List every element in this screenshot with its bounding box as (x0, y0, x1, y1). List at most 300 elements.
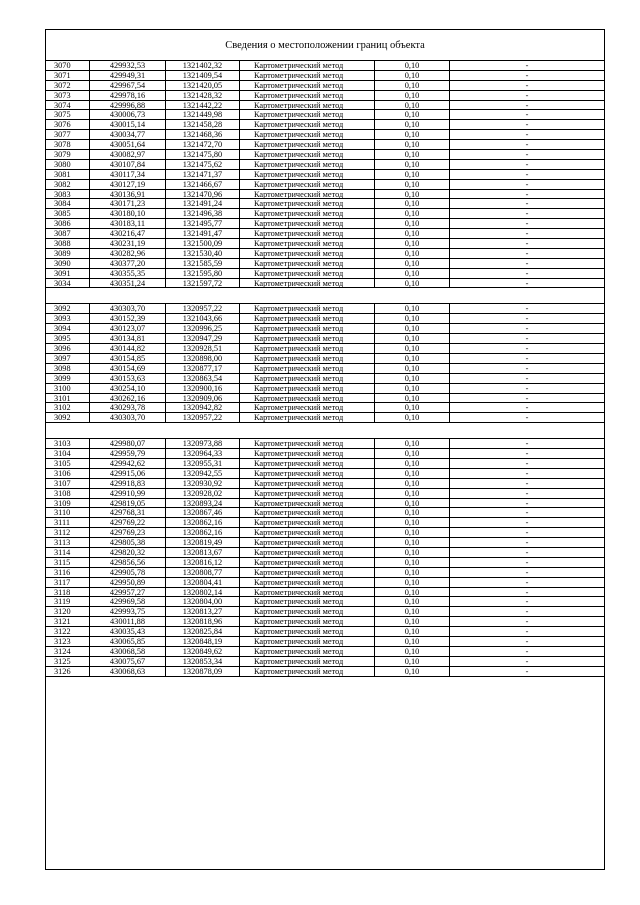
table-body (46, 61, 604, 677)
point-number-cell: 3110 (46, 508, 90, 517)
description-cell: - (525, 324, 529, 334)
description-cell: - (525, 617, 529, 627)
accuracy-cell: 0,10 (375, 588, 450, 597)
y-coordinate-cell: 1320862,16 (166, 528, 240, 537)
table-row (46, 269, 604, 279)
table-row (46, 499, 604, 509)
method-cell: Картометрический метод (240, 354, 375, 363)
x-coordinate-cell: 429980,07 (90, 439, 166, 448)
description-cell: - (525, 169, 529, 179)
point-number-cell: 3107 (46, 479, 90, 488)
description-cell: - (525, 80, 529, 90)
method-cell: Картометрический метод (240, 130, 375, 139)
accuracy-cell: 0,10 (375, 279, 450, 288)
y-coordinate-cell: 1320942,55 (166, 469, 240, 478)
point-number-cell: 3100 (46, 384, 90, 393)
description-cell: - (525, 110, 529, 120)
x-coordinate-cell: 430231,19 (90, 239, 166, 248)
table-row (46, 597, 604, 607)
description-cell: - (525, 120, 529, 130)
description-cell: - (525, 577, 529, 587)
x-coordinate-cell: 429769,23 (90, 528, 166, 537)
point-number-cell: 3118 (46, 588, 90, 597)
point-number-cell: 3111 (46, 518, 90, 527)
table-row (46, 334, 604, 344)
point-number-cell: 3083 (46, 190, 90, 199)
method-cell: Картометрический метод (240, 160, 375, 169)
y-coordinate-cell: 1320825,84 (166, 627, 240, 636)
point-number-cell: 3081 (46, 170, 90, 179)
y-coordinate-cell: 1320819,49 (166, 538, 240, 547)
x-coordinate-cell: 430154,69 (90, 364, 166, 373)
method-cell: Картометрический метод (240, 508, 375, 517)
x-coordinate-cell: 430180,10 (90, 209, 166, 218)
x-coordinate-cell: 430262,16 (90, 394, 166, 403)
table-row (46, 71, 604, 81)
table-row (46, 239, 604, 249)
accuracy-cell: 0,10 (375, 71, 450, 80)
point-number-cell: 3078 (46, 140, 90, 149)
accuracy-cell: 0,10 (375, 578, 450, 587)
table-row (46, 627, 604, 637)
accuracy-cell: 0,10 (375, 449, 450, 458)
description-cell: - (525, 403, 529, 413)
accuracy-cell: 0,10 (375, 439, 450, 448)
x-coordinate-cell: 430015,14 (90, 120, 166, 129)
description-cell: - (525, 449, 529, 458)
accuracy-cell: 0,10 (375, 110, 450, 119)
x-coordinate-cell: 429768,31 (90, 508, 166, 517)
point-number-cell: 3120 (46, 607, 90, 616)
description-cell: - (525, 130, 529, 140)
x-coordinate-cell: 430282,96 (90, 249, 166, 258)
accuracy-cell: 0,10 (375, 229, 450, 238)
description-cell: - (525, 258, 529, 268)
table-row (46, 120, 604, 130)
description-cell: - (525, 219, 529, 229)
description-cell: - (525, 518, 529, 528)
table-row (46, 249, 604, 259)
accuracy-cell: 0,10 (375, 657, 450, 666)
y-coordinate-cell: 1321491,24 (166, 199, 240, 208)
accuracy-cell: 0,10 (375, 617, 450, 626)
description-cell: - (525, 363, 529, 373)
method-cell: Картометрический метод (240, 538, 375, 547)
description-cell: - (525, 70, 529, 80)
table-row (46, 130, 604, 140)
x-coordinate-cell: 430303,70 (90, 304, 166, 313)
y-coordinate-cell: 1321043,66 (166, 314, 240, 323)
point-number-cell: 3092 (46, 413, 90, 422)
point-number-cell: 3075 (46, 110, 90, 119)
x-coordinate-cell: 430171,23 (90, 199, 166, 208)
table-row (46, 479, 604, 489)
table-row (46, 354, 604, 364)
table-row (46, 489, 604, 499)
accuracy-cell: 0,10 (375, 413, 450, 422)
accuracy-cell: 0,10 (375, 219, 450, 228)
table-row (46, 199, 604, 209)
accuracy-cell: 0,10 (375, 324, 450, 333)
description-cell: - (525, 209, 529, 219)
description-cell: - (525, 140, 529, 150)
point-number-cell: 3090 (46, 259, 90, 268)
accuracy-cell: 0,10 (375, 394, 450, 403)
table-row (46, 518, 604, 528)
y-coordinate-cell: 1321475,80 (166, 150, 240, 159)
point-number-cell: 3103 (46, 439, 90, 448)
x-coordinate-cell: 429820,32 (90, 548, 166, 557)
point-number-cell: 3105 (46, 459, 90, 468)
point-number-cell: 3085 (46, 209, 90, 218)
x-coordinate-cell: 430117,34 (90, 170, 166, 179)
point-number-cell: 3116 (46, 568, 90, 577)
table-row (46, 578, 604, 588)
table-title: Сведения о местоположении границ объекта (46, 30, 604, 61)
description-cell: - (525, 61, 529, 70)
description-cell: - (525, 304, 529, 314)
section-separator (46, 288, 604, 304)
table-row (46, 588, 604, 598)
y-coordinate-cell: 1321475,62 (166, 160, 240, 169)
accuracy-cell: 0,10 (375, 637, 450, 646)
y-coordinate-cell: 1320942,82 (166, 403, 240, 412)
description-cell: - (525, 248, 529, 258)
description-cell: - (525, 439, 529, 449)
description-cell: - (525, 468, 529, 478)
accuracy-cell: 0,10 (375, 140, 450, 149)
accuracy-cell: 0,10 (375, 259, 450, 268)
x-coordinate-cell: 430068,58 (90, 647, 166, 656)
accuracy-cell: 0,10 (375, 459, 450, 468)
y-coordinate-cell: 1320964,33 (166, 449, 240, 458)
x-coordinate-cell: 430377,20 (90, 259, 166, 268)
description-cell: - (525, 488, 529, 498)
point-number-cell: 3099 (46, 374, 90, 383)
table-row (46, 314, 604, 324)
x-coordinate-cell: 429819,05 (90, 499, 166, 508)
accuracy-cell: 0,10 (375, 403, 450, 412)
accuracy-cell: 0,10 (375, 160, 450, 169)
x-coordinate-cell: 430123,07 (90, 324, 166, 333)
y-coordinate-cell: 1321471,37 (166, 170, 240, 179)
table-row (46, 449, 604, 459)
description-cell: - (525, 528, 529, 538)
y-coordinate-cell: 1321595,80 (166, 269, 240, 278)
table-row (46, 548, 604, 558)
accuracy-cell: 0,10 (375, 249, 450, 258)
y-coordinate-cell: 1320867,46 (166, 508, 240, 517)
accuracy-cell: 0,10 (375, 150, 450, 159)
table-row (46, 110, 604, 120)
y-coordinate-cell: 1320878,09 (166, 667, 240, 676)
point-number-cell: 3087 (46, 229, 90, 238)
method-cell: Картометрический метод (240, 597, 375, 606)
x-coordinate-cell: 429932,53 (90, 61, 166, 70)
description-cell: - (525, 498, 529, 508)
accuracy-cell: 0,10 (375, 479, 450, 488)
method-cell: Картометрический метод (240, 588, 375, 597)
table-row (46, 259, 604, 269)
point-number-cell: 3117 (46, 578, 90, 587)
method-cell: Картометрический метод (240, 140, 375, 149)
method-cell: Картометрический метод (240, 647, 375, 656)
x-coordinate-cell: 429959,79 (90, 449, 166, 458)
x-coordinate-cell: 430154,85 (90, 354, 166, 363)
y-coordinate-cell: 1320955,31 (166, 459, 240, 468)
description-cell: - (525, 538, 529, 547)
method-cell: Картометрический метод (240, 479, 375, 488)
point-number-cell: 3070 (46, 61, 90, 70)
table-row (46, 413, 604, 423)
method-cell: Картометрический метод (240, 548, 375, 557)
table-row (46, 403, 604, 413)
table-row (46, 657, 604, 667)
table-row (46, 439, 604, 449)
method-cell: Картометрический метод (240, 219, 375, 228)
table-row (46, 384, 604, 394)
table-row (46, 229, 604, 239)
y-coordinate-cell: 1321409,54 (166, 71, 240, 80)
accuracy-cell: 0,10 (375, 314, 450, 323)
y-coordinate-cell: 1320930,92 (166, 479, 240, 488)
y-coordinate-cell: 1320853,34 (166, 657, 240, 666)
x-coordinate-cell: 430011,88 (90, 617, 166, 626)
table-row (46, 607, 604, 617)
method-cell: Картометрический метод (240, 81, 375, 90)
x-coordinate-cell: 430355,35 (90, 269, 166, 278)
description-cell: - (525, 229, 529, 239)
accuracy-cell: 0,10 (375, 374, 450, 383)
method-cell: Картометрический метод (240, 101, 375, 110)
accuracy-cell: 0,10 (375, 518, 450, 527)
method-cell: Картометрический метод (240, 304, 375, 313)
table-row (46, 279, 604, 289)
x-coordinate-cell: 429942,62 (90, 459, 166, 468)
method-cell: Картометрический метод (240, 110, 375, 119)
table-row (46, 180, 604, 190)
table-row (46, 324, 604, 334)
accuracy-cell: 0,10 (375, 627, 450, 636)
table-row (46, 538, 604, 548)
description-cell: - (525, 344, 529, 353)
description-cell: - (525, 90, 529, 100)
accuracy-cell: 0,10 (375, 304, 450, 313)
point-number-cell: 3071 (46, 71, 90, 80)
accuracy-cell: 0,10 (375, 81, 450, 90)
table-row (46, 568, 604, 578)
accuracy-cell: 0,10 (375, 354, 450, 363)
x-coordinate-cell: 430006,73 (90, 110, 166, 119)
point-number-cell: 3089 (46, 249, 90, 258)
method-cell: Картометрический метод (240, 384, 375, 393)
description-cell: - (525, 636, 529, 646)
y-coordinate-cell: 1320863,54 (166, 374, 240, 383)
point-number-cell: 3082 (46, 180, 90, 189)
method-cell: Картометрический метод (240, 229, 375, 238)
table-row (46, 81, 604, 91)
accuracy-cell: 0,10 (375, 190, 450, 199)
description-cell: - (525, 100, 529, 110)
x-coordinate-cell: 429856,56 (90, 558, 166, 567)
accuracy-cell: 0,10 (375, 334, 450, 343)
method-cell: Картометрический метод (240, 657, 375, 666)
method-cell: Картометрический метод (240, 568, 375, 577)
accuracy-cell: 0,10 (375, 130, 450, 139)
table-row (46, 61, 604, 71)
table-row (46, 508, 604, 518)
point-number-cell: 3113 (46, 538, 90, 547)
accuracy-cell: 0,10 (375, 199, 450, 208)
y-coordinate-cell: 1321491,47 (166, 229, 240, 238)
method-cell: Картометрический метод (240, 279, 375, 288)
method-cell: Картометрический метод (240, 403, 375, 412)
table-row (46, 469, 604, 479)
point-number-cell: 3034 (46, 279, 90, 288)
description-cell: - (525, 547, 529, 557)
point-number-cell: 3084 (46, 199, 90, 208)
y-coordinate-cell: 1320813,67 (166, 548, 240, 557)
x-coordinate-cell: 430068,63 (90, 667, 166, 676)
accuracy-cell: 0,10 (375, 667, 450, 676)
method-cell: Картометрический метод (240, 439, 375, 448)
y-coordinate-cell: 1320877,17 (166, 364, 240, 373)
x-coordinate-cell: 429918,83 (90, 479, 166, 488)
point-number-cell: 3101 (46, 394, 90, 403)
y-coordinate-cell: 1321472,70 (166, 140, 240, 149)
y-coordinate-cell: 1320849,62 (166, 647, 240, 656)
y-coordinate-cell: 1321597,72 (166, 279, 240, 288)
x-coordinate-cell: 430035,43 (90, 627, 166, 636)
point-number-cell: 3077 (46, 130, 90, 139)
y-coordinate-cell: 1320900,16 (166, 384, 240, 393)
accuracy-cell: 0,10 (375, 647, 450, 656)
point-number-cell: 3086 (46, 219, 90, 228)
table-row (46, 528, 604, 538)
description-cell: - (525, 314, 529, 324)
table-row (46, 344, 604, 354)
method-cell: Картометрический метод (240, 489, 375, 498)
description-cell: - (525, 393, 529, 403)
y-coordinate-cell: 1321402,32 (166, 61, 240, 70)
method-cell: Картометрический метод (240, 374, 375, 383)
accuracy-cell: 0,10 (375, 597, 450, 606)
description-cell: - (525, 150, 529, 159)
description-cell: - (525, 239, 529, 248)
point-number-cell: 3115 (46, 558, 90, 567)
description-cell: - (525, 383, 529, 393)
point-number-cell: 3073 (46, 91, 90, 100)
accuracy-cell: 0,10 (375, 91, 450, 100)
point-number-cell: 3106 (46, 469, 90, 478)
method-cell: Картометрический метод (240, 239, 375, 248)
method-cell: Картометрический метод (240, 413, 375, 422)
coordinates-table (45, 29, 605, 870)
x-coordinate-cell: 429969,58 (90, 597, 166, 606)
y-coordinate-cell: 1321428,32 (166, 91, 240, 100)
y-coordinate-cell: 1320804,00 (166, 597, 240, 606)
method-cell: Картометрический метод (240, 344, 375, 353)
accuracy-cell: 0,10 (375, 607, 450, 616)
accuracy-cell: 0,10 (375, 499, 450, 508)
point-number-cell: 3125 (46, 657, 90, 666)
description-cell: - (525, 373, 529, 383)
x-coordinate-cell: 429915,06 (90, 469, 166, 478)
method-cell: Картометрический метод (240, 459, 375, 468)
accuracy-cell: 0,10 (375, 548, 450, 557)
x-coordinate-cell: 429905,78 (90, 568, 166, 577)
accuracy-cell: 0,10 (375, 101, 450, 110)
point-number-cell: 3126 (46, 667, 90, 676)
description-cell: - (525, 458, 529, 468)
section-separator (46, 423, 604, 439)
y-coordinate-cell: 1320996,25 (166, 324, 240, 333)
table-row (46, 617, 604, 627)
method-cell: Картометрический метод (240, 91, 375, 100)
x-coordinate-cell: 430152,39 (90, 314, 166, 323)
y-coordinate-cell: 1321458,28 (166, 120, 240, 129)
x-coordinate-cell: 430075,67 (90, 657, 166, 666)
y-coordinate-cell: 1321495,77 (166, 219, 240, 228)
description-cell: - (525, 557, 529, 567)
table-row (46, 150, 604, 160)
table-row (46, 170, 604, 180)
method-cell: Картометрический метод (240, 120, 375, 129)
method-cell: Картометрический метод (240, 528, 375, 537)
x-coordinate-cell: 430065,85 (90, 637, 166, 646)
point-number-cell: 3095 (46, 334, 90, 343)
y-coordinate-cell: 1320909,06 (166, 394, 240, 403)
y-coordinate-cell: 1320928,51 (166, 344, 240, 353)
accuracy-cell: 0,10 (375, 61, 450, 70)
point-number-cell: 3102 (46, 403, 90, 412)
x-coordinate-cell: 430183,11 (90, 219, 166, 228)
accuracy-cell: 0,10 (375, 538, 450, 547)
point-number-cell: 3119 (46, 597, 90, 606)
y-coordinate-cell: 1320848,19 (166, 637, 240, 646)
table-row (46, 91, 604, 101)
accuracy-cell: 0,10 (375, 384, 450, 393)
point-number-cell: 3094 (46, 324, 90, 333)
point-number-cell: 3124 (46, 647, 90, 656)
method-cell: Картометрический метод (240, 578, 375, 587)
method-cell: Картометрический метод (240, 190, 375, 199)
y-coordinate-cell: 1320808,77 (166, 568, 240, 577)
description-cell: - (525, 413, 529, 423)
y-coordinate-cell: 1320893,24 (166, 499, 240, 508)
point-number-cell: 3080 (46, 160, 90, 169)
accuracy-cell: 0,10 (375, 120, 450, 129)
x-coordinate-cell: 430303,70 (90, 413, 166, 422)
accuracy-cell: 0,10 (375, 209, 450, 218)
method-cell: Картометрический метод (240, 150, 375, 159)
description-cell: - (525, 567, 529, 577)
y-coordinate-cell: 1320813,27 (166, 607, 240, 616)
accuracy-cell: 0,10 (375, 180, 450, 189)
x-coordinate-cell: 429993,75 (90, 607, 166, 616)
method-cell: Картометрический метод (240, 394, 375, 403)
table-row (46, 558, 604, 568)
x-coordinate-cell: 430127,19 (90, 180, 166, 189)
x-coordinate-cell: 430051,64 (90, 140, 166, 149)
x-coordinate-cell: 430254,10 (90, 384, 166, 393)
method-cell: Картометрический метод (240, 518, 375, 527)
description-cell: - (525, 278, 529, 288)
accuracy-cell: 0,10 (375, 269, 450, 278)
point-number-cell: 3098 (46, 364, 90, 373)
method-cell: Картометрический метод (240, 558, 375, 567)
accuracy-cell: 0,10 (375, 469, 450, 478)
